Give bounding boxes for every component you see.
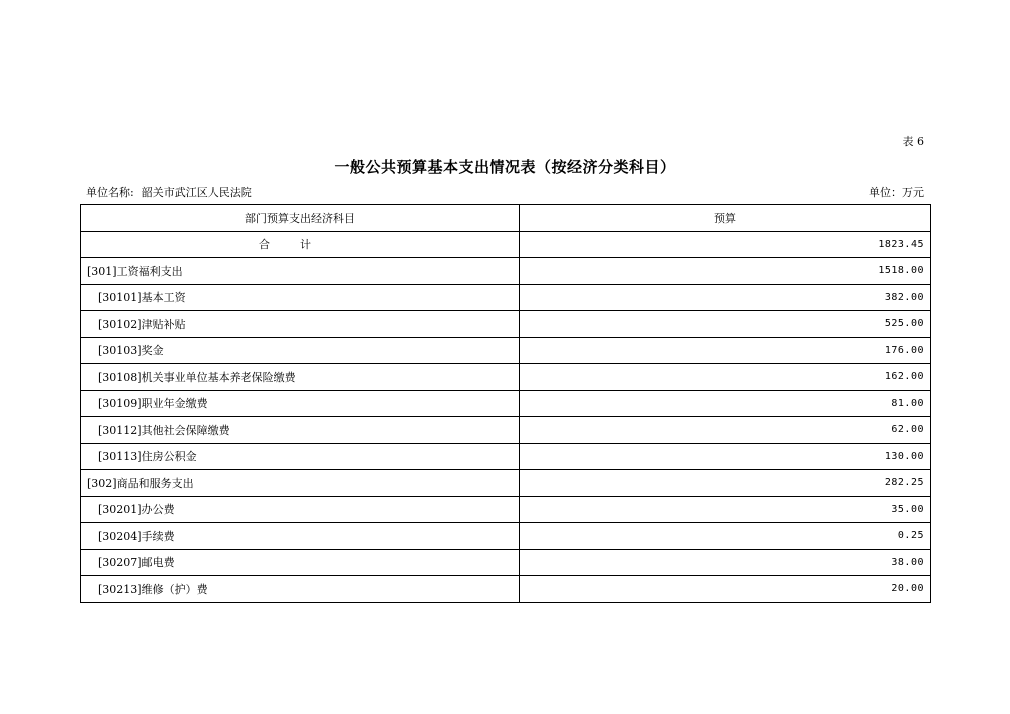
row-amount: 38.00 <box>520 549 931 576</box>
table-row <box>81 417 931 444</box>
row-amount: 1518.00 <box>520 258 931 285</box>
table-row <box>81 364 931 391</box>
table-row <box>81 549 931 576</box>
column-header-item: 部门预算支出经济科目 <box>81 205 520 232</box>
budget-table <box>80 204 931 603</box>
row-amount: 130.00 <box>520 443 931 470</box>
unit-name-label: 单位名称: <box>86 186 134 199</box>
unit-name-value: 韶关市武江区人民法院 <box>141 186 252 199</box>
row-amount: 525.00 <box>520 311 931 338</box>
row-amount: 20.00 <box>520 576 931 603</box>
table-row <box>81 390 931 417</box>
total-amount: 1823.45 <box>520 231 931 258</box>
row-amount: 176.00 <box>520 337 931 364</box>
row-item: [30103]奖金 <box>81 337 520 364</box>
row-amount: 0.25 <box>520 523 931 550</box>
row-item: [30108]机关事业单位基本养老保险缴费 <box>81 364 520 391</box>
table-row <box>81 443 931 470</box>
row-amount: 162.00 <box>520 364 931 391</box>
row-item: [30109]职业年金缴费 <box>81 390 520 417</box>
row-item: [302]商品和服务支出 <box>81 470 520 497</box>
table-row <box>81 284 931 311</box>
row-item: [30204]手续费 <box>81 523 520 550</box>
row-amount: 62.00 <box>520 417 931 444</box>
row-item: [30207]邮电费 <box>81 549 520 576</box>
table-row <box>81 258 931 285</box>
page-title: 一般公共预算基本支出情况表（按经济分类科目） <box>334 158 676 176</box>
row-item: [30112]其他社会保障缴费 <box>81 417 520 444</box>
row-item: [301]工资福利支出 <box>81 258 520 285</box>
column-header-budget: 预算 <box>520 205 931 232</box>
table-row <box>81 523 931 550</box>
row-item: [30102]津贴补贴 <box>81 311 520 338</box>
table-row <box>81 496 931 523</box>
row-item: [30213]维修（护）费 <box>81 576 520 603</box>
table-row <box>81 311 931 338</box>
table-number: 表 6 <box>902 135 924 148</box>
row-amount: 382.00 <box>520 284 931 311</box>
row-amount: 35.00 <box>520 496 931 523</box>
table-row <box>81 470 931 497</box>
table-row <box>81 576 931 603</box>
row-amount: 81.00 <box>520 390 931 417</box>
table-row <box>81 337 931 364</box>
unit-name-line <box>86 184 252 200</box>
unit-of-measure: 单位：万元 <box>869 186 924 199</box>
total-row <box>81 231 931 258</box>
table-header-row <box>81 205 931 232</box>
row-item: [30101]基本工资 <box>81 284 520 311</box>
row-amount: 282.25 <box>520 470 931 497</box>
total-label: 合计 <box>81 231 520 258</box>
row-item: [30113]住房公积金 <box>81 443 520 470</box>
row-item: [30201]办公费 <box>81 496 520 523</box>
